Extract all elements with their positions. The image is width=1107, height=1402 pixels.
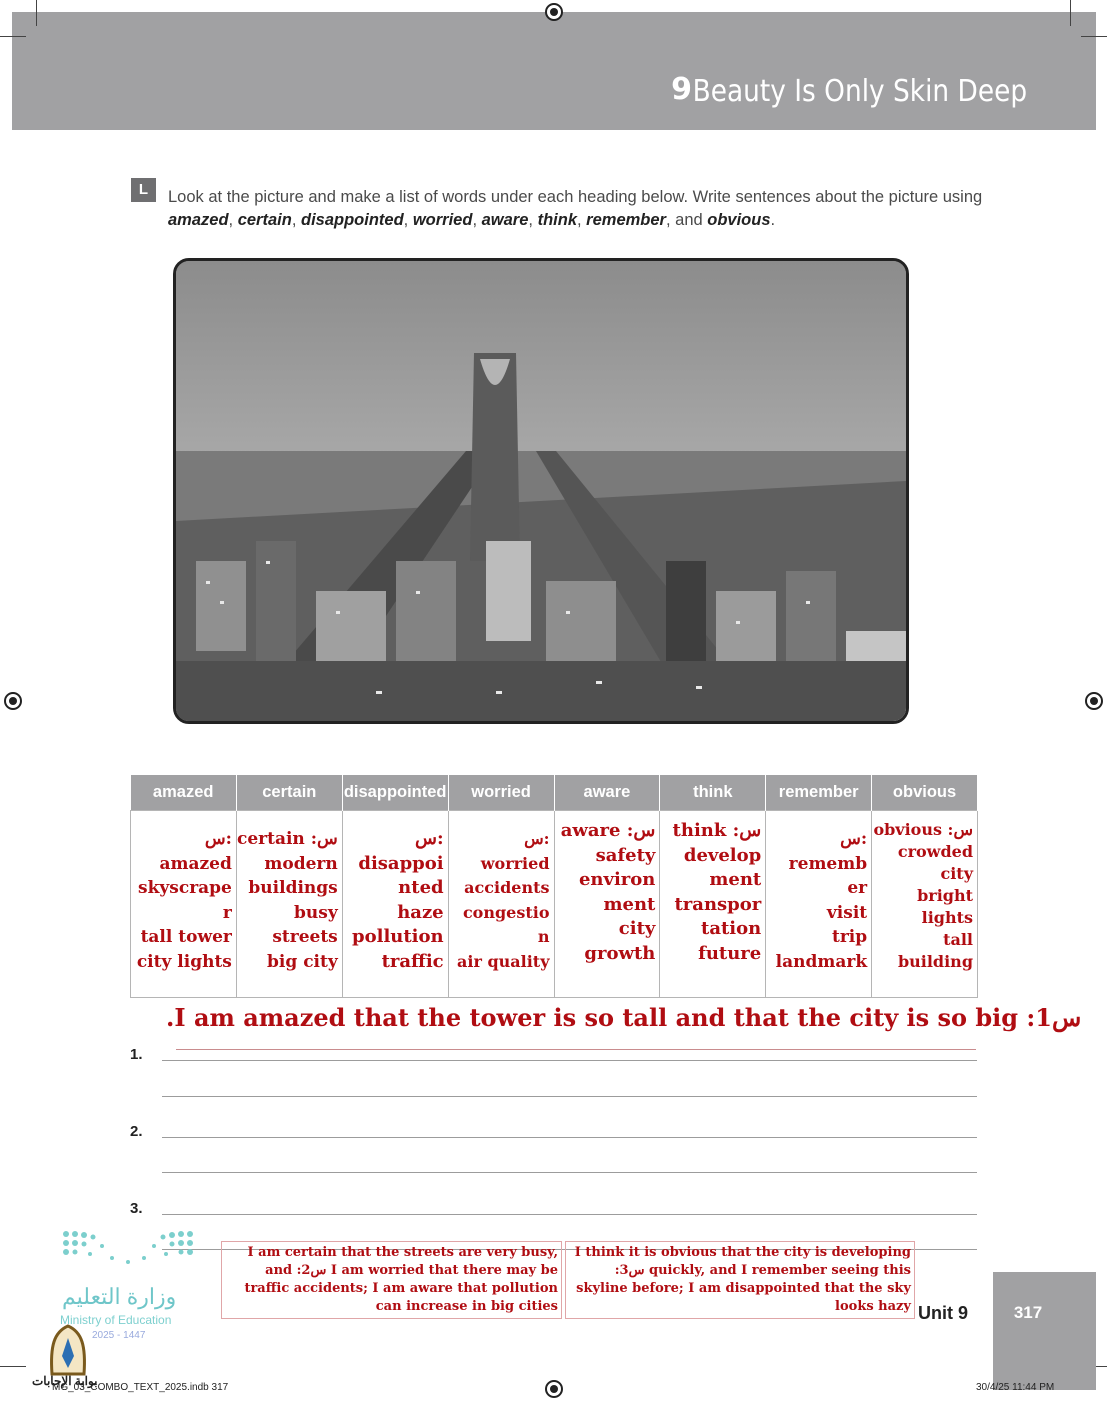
keyword: obvious xyxy=(707,211,771,229)
table-header-row xyxy=(131,775,978,811)
handwritten-word: city xyxy=(940,864,973,883)
keyword: remember xyxy=(586,211,666,229)
column-header: disappointed xyxy=(342,775,448,811)
handwritten-word: nted xyxy=(398,877,444,898)
keyword: disappointed xyxy=(300,211,404,229)
writing-line[interactable] xyxy=(162,1137,977,1138)
handwritten-word: growth xyxy=(584,942,656,964)
word-cell[interactable] xyxy=(872,811,978,998)
handwritten-word: future xyxy=(698,942,762,964)
line-number: 2. xyxy=(130,1123,143,1140)
word-cell[interactable] xyxy=(766,811,872,998)
word-cell[interactable] xyxy=(236,811,342,998)
handwritten-word: big city xyxy=(267,951,338,972)
handwritten-word: n xyxy=(537,927,550,946)
keyword: aware xyxy=(481,211,529,229)
word-cell[interactable] xyxy=(660,811,766,998)
print-file-name: MG_03_COMBO_TEXT_2025.indb 317 xyxy=(52,1382,229,1393)
word-list-table xyxy=(130,775,978,998)
handwritten-word: modern xyxy=(264,853,338,874)
handwritten-word: environ xyxy=(578,869,656,890)
handwritten-word: city lights xyxy=(136,951,232,972)
crop-mark xyxy=(1070,0,1071,26)
handwritten-word: buildings xyxy=(248,878,338,898)
handwritten-word: building xyxy=(897,952,973,971)
keyword: amazed xyxy=(168,211,229,229)
handwritten-word: س: xyxy=(204,829,232,849)
column-header: think xyxy=(660,775,766,811)
handwritten-word: disappoi xyxy=(358,852,444,874)
handwritten-word: certain :س xyxy=(236,829,338,849)
word-cell[interactable] xyxy=(448,811,554,998)
handwritten-word: aware :س xyxy=(560,820,656,841)
handwritten-word: r xyxy=(222,902,232,923)
handwritten-answer-2: I am certain that the streets are very busy, and :2س I am worried that there may be traffic accidents; I am aware that pollution can increase in big cities xyxy=(221,1241,562,1319)
handwritten-word: haze xyxy=(397,901,444,923)
unit-number: 9 xyxy=(671,72,692,107)
ministry-year: 2025 - 1447 xyxy=(92,1330,146,1341)
crop-mark xyxy=(0,1366,26,1367)
unit-title: Beauty Is Only Skin Deep xyxy=(692,74,1027,109)
handwritten-word: trip xyxy=(831,927,868,947)
answers-portal-logo-icon xyxy=(46,1324,90,1376)
handwritten-word: tall xyxy=(943,930,973,949)
table-row xyxy=(131,811,978,998)
handwritten-word: obvious :س xyxy=(873,820,973,839)
writing-line[interactable] xyxy=(162,1060,977,1061)
handwritten-word: transpor xyxy=(674,893,762,915)
skyline-illustration xyxy=(176,261,906,721)
exercise-letter-badge: L xyxy=(131,178,156,202)
handwritten-word: city xyxy=(618,918,656,939)
handwritten-word: tall tower xyxy=(140,927,232,947)
line-number: 3. xyxy=(130,1200,143,1217)
column-header: aware xyxy=(554,775,660,811)
handwritten-word: traffic xyxy=(381,950,444,972)
keyword: think xyxy=(537,211,577,229)
handwritten-word: safety xyxy=(595,844,656,866)
handwritten-word: think :س xyxy=(672,820,762,841)
registration-mark-icon xyxy=(545,1380,563,1398)
page-number-tab xyxy=(993,1272,1096,1390)
unit-header-band xyxy=(12,12,1096,130)
handwritten-word: amazed xyxy=(159,853,232,874)
handwritten-word: er xyxy=(847,878,868,898)
exercise-instruction: Look at the picture and make a list of words under each heading below. Write sentences about the picture using amazed, certain, disappointed, worried, aware, think, remember, and obvious. xyxy=(168,188,983,229)
handwritten-word: landmark xyxy=(775,951,868,972)
handwritten-word: congestio xyxy=(462,902,550,922)
handwritten-word: accidents xyxy=(464,878,550,897)
handwritten-word: ment xyxy=(709,869,762,890)
handwritten-word: develop xyxy=(683,844,762,866)
handwritten-word: tation xyxy=(701,918,762,939)
registration-mark-icon xyxy=(1085,692,1103,710)
handwritten-word: air quality xyxy=(457,951,550,971)
registration-mark-icon xyxy=(4,692,22,710)
handwritten-word: س: xyxy=(414,828,444,849)
city-skyline-photo xyxy=(173,258,909,724)
print-timestamp: 30/4/25 11:44 PM xyxy=(976,1382,1055,1393)
handwritten-word: worried xyxy=(480,853,550,873)
line-number: 1. xyxy=(130,1046,143,1063)
ministry-dots-logo-icon xyxy=(60,1228,200,1272)
instruction-text: Look at the picture and make a list of words under each heading below. Write sentences about the picture using xyxy=(168,188,983,206)
handwritten-word: pollution xyxy=(352,926,444,947)
handwritten-word: bright xyxy=(917,886,973,905)
column-header: certain xyxy=(236,775,342,811)
crop-mark xyxy=(0,36,26,37)
ministry-english-name: Ministry of Education xyxy=(60,1313,172,1327)
ministry-arabic-name: وزارة التعليم xyxy=(62,1284,177,1309)
writing-line[interactable] xyxy=(162,1096,977,1097)
column-header: worried xyxy=(448,775,554,811)
handwritten-word: ment xyxy=(603,893,656,915)
word-cell[interactable] xyxy=(554,811,660,998)
keyword: worried xyxy=(412,211,473,229)
column-header: remember xyxy=(766,775,872,811)
and-word: , and xyxy=(665,211,708,229)
word-cell[interactable] xyxy=(131,811,237,998)
handwritten-word: streets xyxy=(272,927,338,947)
column-header: obvious xyxy=(872,775,978,811)
handwritten-word: busy xyxy=(294,902,338,923)
writing-line[interactable] xyxy=(162,1172,977,1173)
handwritten-word: crowded xyxy=(897,842,973,861)
handwritten-answer-1: .I am amazed that the tower is so tall and that the city is so big :1س xyxy=(166,1003,1082,1032)
handwritten-word: س: xyxy=(840,829,868,849)
handwritten-answer-3: I think it is obvious that the city is developing :3س quickly, and I remember seeing this skyline before; I am disappointed that the sky looks hazy xyxy=(565,1241,915,1319)
site-name: بوابة الإجابات xyxy=(32,1374,98,1388)
registration-mark-icon xyxy=(545,3,563,21)
handwritten-word: lights xyxy=(921,908,973,927)
unit-label: Unit 9 xyxy=(918,1303,969,1323)
writing-line[interactable] xyxy=(162,1214,977,1215)
handwritten-word: skyscrape xyxy=(138,878,232,898)
word-cell[interactable] xyxy=(342,811,448,998)
answer-underline xyxy=(176,1049,976,1050)
period: . xyxy=(770,211,776,229)
handwritten-word: visit xyxy=(826,902,868,923)
handwritten-word: rememb xyxy=(788,853,868,874)
crop-mark xyxy=(1081,36,1107,37)
keyword: certain xyxy=(237,211,292,229)
crop-mark xyxy=(36,0,37,26)
page-number: 317 xyxy=(1013,1303,1043,1322)
handwritten-word: س: xyxy=(524,829,550,848)
column-header: amazed xyxy=(131,775,237,811)
